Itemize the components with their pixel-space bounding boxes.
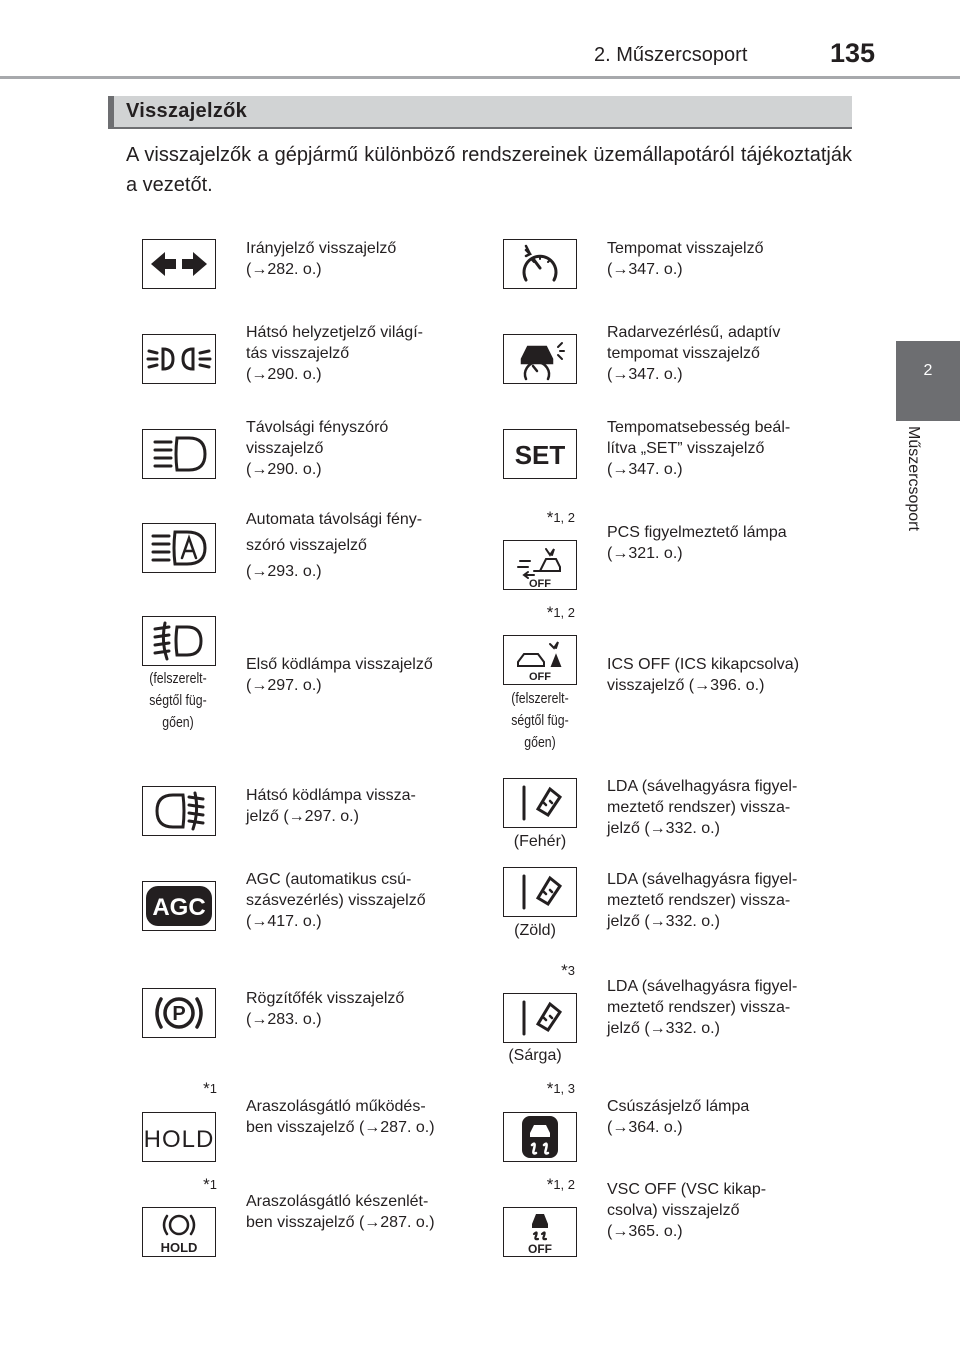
auto-high-beam-icon: [142, 523, 216, 573]
turn-signal-icon: [142, 239, 216, 289]
cruise-control-icon: [503, 239, 577, 289]
color-note: (Zöld): [514, 922, 556, 939]
vsc-off-icon: [503, 1207, 577, 1257]
pcs-icon: [503, 540, 577, 590]
header-rule: [0, 76, 960, 79]
svg-text:HOLD: HOLD: [160, 1240, 198, 1255]
chapter-tab: [896, 341, 960, 421]
item-description: Rögzítőfék visszajelző (→283. o.): [246, 990, 405, 1028]
svg-text:OFF: OFF: [528, 1242, 552, 1256]
intro-paragraph: A visszajelzők a gépjármű különböző rendszereinek üzemállapotáról tájékoztatják a vezetőt.: [126, 144, 852, 196]
agc-icon: [142, 881, 216, 931]
lda-icon: [503, 993, 577, 1043]
svg-text:SET: SET: [514, 440, 566, 470]
availability-note: (felszerelt- ségtől füg- gően): [149, 670, 207, 731]
svg-text:AGC: AGC: [152, 894, 206, 921]
set-icon: [503, 429, 577, 479]
svg-text:P: P: [172, 1003, 186, 1025]
ics-off-icon: [503, 635, 577, 685]
item-description: VSC OFF (VSC kikap- csolva) visszajelző (→365. o.): [607, 1181, 767, 1240]
page-number: 135: [830, 38, 876, 68]
item-description: Araszolásgátló készenlét- ben visszajelző (→287. o.): [246, 1193, 435, 1231]
parking-brake-icon: [142, 988, 216, 1038]
item-description: LDA (sávelhagyásra figyel- meztető rendszer) vissza- jelző (→332. o.): [607, 778, 798, 837]
lda-icon: [503, 867, 577, 917]
svg-text:HOLD: HOLD: [143, 1126, 215, 1153]
rear-fog-icon: [142, 786, 216, 836]
item-description: AGC (automatikus csú- szásvezérlés) visszajelző (→417. o.): [246, 871, 426, 930]
availability-note: (felszerelt- ségtől füg- gően): [511, 690, 569, 751]
footnote-marker: *$^1$: [203, 1079, 217, 1098]
high-beam-icon: [142, 429, 216, 479]
item-description: Hátsó ködlámpa vissza- jelző (→297. o.): [246, 787, 416, 825]
footnote-marker: *$^1$: [203, 1175, 217, 1194]
lda-icon: [503, 778, 577, 828]
color-note: (Fehér): [513, 833, 567, 850]
item-description: Első ködlámpa visszajelző (→297. o.): [246, 656, 433, 694]
chapter-title: 2. Műszercsoport: [594, 44, 748, 66]
item-description: LDA (sávelhagyásra figyel- meztető rendszer) vissza- jelző (→332. o.): [607, 978, 798, 1037]
footnote-marker: *$^{1, 2}$: [546, 508, 575, 527]
radar-cruise-icon: [503, 334, 577, 384]
item-description: Tempomatsebesség beál- lítva „SET” visszajelző (→347. o.): [607, 419, 791, 478]
footnote-marker: *$^{1, 2}$: [546, 603, 575, 622]
front-fog-icon: [142, 616, 216, 666]
item-description: Radarvezérlésű, adaptív tempomat visszajelző (→347. o.): [607, 324, 781, 383]
section-title: Visszajelzők: [126, 100, 248, 122]
item-description: Automata távolsági fény- szóró visszajelző (→293. o.): [246, 511, 423, 580]
chapter-tab-number: 2: [923, 362, 933, 379]
item-description: Távolsági fényszóró visszajelző (→290. o.): [246, 419, 389, 478]
svg-text:OFF: OFF: [529, 578, 551, 589]
hold-icon: [142, 1112, 216, 1162]
footnote-marker: *$^{1, 2}$: [546, 1175, 575, 1194]
item-description: LDA (sávelhagyásra figyel- meztető rendszer) vissza- jelző (→332. o.): [607, 871, 798, 930]
item-description: ICS OFF (ICS kikapcsolva) visszajelző (→396. o.): [607, 656, 800, 694]
item-description: Csúszásjelző lámpa (→364. o.): [607, 1098, 750, 1136]
svg-text:OFF: OFF: [529, 671, 551, 683]
slip-indicator-icon: [503, 1112, 577, 1162]
footnote-marker: *$^{1, 3}$: [546, 1079, 575, 1098]
chapter-tab-label: Műszercsoport: [905, 426, 922, 531]
hold-standby-icon: [142, 1207, 216, 1257]
item-description: Araszolásgátló működés- ben visszajelző (→287. o.): [246, 1098, 435, 1136]
item-description: PCS figyelmeztető lámpa (→321. o.): [607, 524, 787, 562]
color-note: (Sárga): [508, 1047, 562, 1064]
item-description: Irányjelző visszajelző (→282. o.): [246, 240, 397, 278]
footnote-marker: *$^3$: [561, 961, 575, 980]
tail-light-icon: [142, 334, 216, 384]
item-description: Tempomat visszajelző (→347. o.): [607, 240, 764, 278]
item-description: Hátsó helyzetjelző világí- tás visszajelző (→290. o.): [246, 324, 423, 383]
